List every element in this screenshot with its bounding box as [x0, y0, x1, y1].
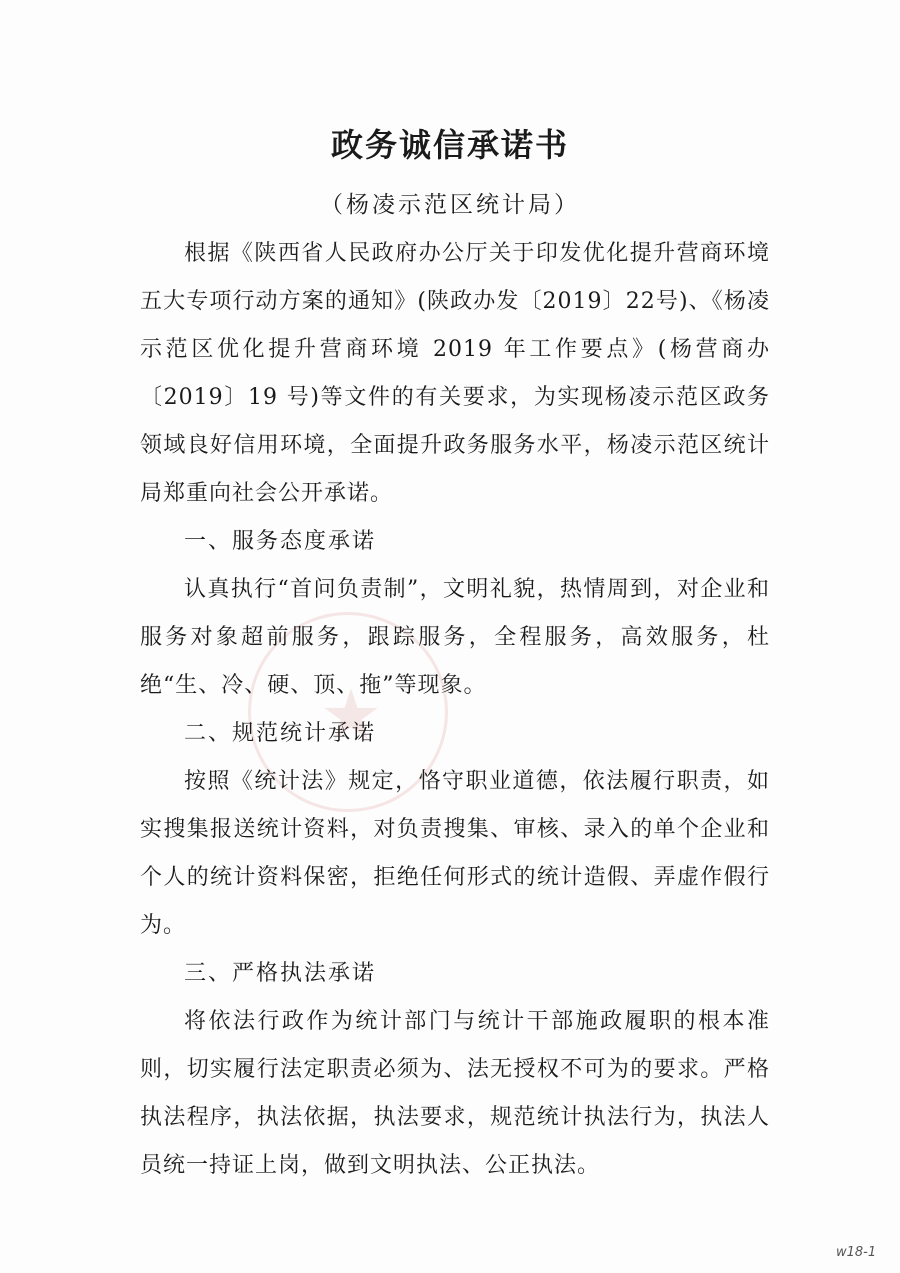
page-number-mark: w18-1: [836, 1245, 877, 1260]
document-body: [140, 230, 770, 1190]
document-title: 政务诚信承诺书: [330, 126, 569, 164]
section-text-statistics: 按照《统计法》规定，恪守职业道德，依法履行职责，如实搜集报送统计资料，对负责搜集、审核、录入的单个企业和个人的统计资料保密，拒绝任何形式的统计造假、弄虚作假行为。: [140, 769, 770, 938]
document-subtitle: （杨凌示范区统计局）: [320, 192, 580, 218]
seal-star-icon: ★: [319, 674, 383, 756]
section-heading-enforcement: 三、严格执法承诺: [184, 961, 377, 986]
section-text-enforcement: 将依法行政作为统计部门与统计干部施政履职的根本准则，切实履行法定职责必须为、法无授权不可为的要求。严格执法程序，执法依据，执法要求，规范统计执法行为，执法人员统一持证上岗，做到文明执法、公正执法。: [140, 1009, 770, 1178]
section-heading-statistics: 二、规范统计承诺: [184, 721, 377, 746]
section-text-service: 认真执行“首问负责制”，文明礼貌，热情周到，对企业和服务对象超前服务，跟踪服务，全程服务，高效服务，杜绝“生、冷、硬、顶、拖”等现象。: [140, 577, 770, 698]
intro-paragraph: 根据《陕西省人民政府办公厅关于印发优化提升营商环境五大专项行动方案的通知》(陕政办发〔2019〕22号)、《杨凌示范区优化提升营商环境 2019 年工作要点》(杨营商办〔2019〕19 号)等文件的有关要求，为实现杨凌示范区政务领域良好信用环境，全面提升政务服务水平，杨凌示范区统计局郑重向社会公开承诺。: [140, 241, 770, 506]
section-heading-service: 一、服务态度承诺: [184, 529, 377, 554]
